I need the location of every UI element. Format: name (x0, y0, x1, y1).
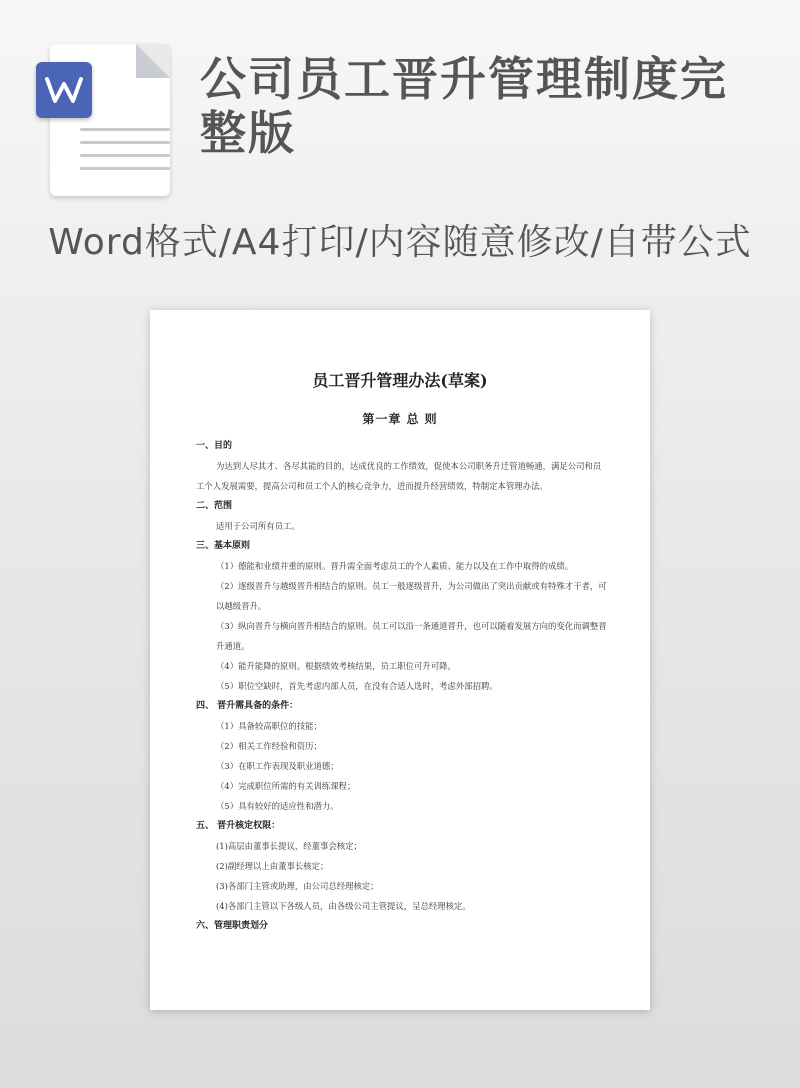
section-heading: 三、基本原则 (196, 541, 251, 551)
section-list-item: （3）在职工作表现及职业道德； (216, 761, 339, 771)
section-list-item: （5）具有较好的适应性和潜力。 (216, 801, 339, 811)
page-subtitle: Word格式/A4打印/内容随意修改/自带公式 (48, 222, 752, 263)
chapter-heading: 第一章 总 则 (362, 412, 438, 426)
section-list-item: (4)各部门主管以下各级人员，由各级公司主管提议，呈总经理核定。 (216, 901, 471, 911)
word-file-icon (36, 44, 174, 200)
w-letter-icon (44, 75, 84, 105)
document-title: 员工晋升管理办法(草案) (312, 371, 488, 390)
document-body (196, 436, 608, 936)
section-paragraph: 适用于公司所有员工。 (216, 521, 300, 531)
file-line (80, 154, 170, 157)
section-heading: 一、目的 (196, 441, 233, 451)
section-list-item: (2)副经理以上由董事长核定； (216, 861, 329, 871)
section-list-item: （4）能升能降的原则。根据绩效考核结果，员工职位可升可降。 (216, 661, 456, 671)
section-list-item: （5）职位空缺时，首先考虑内部人员，在没有合适人选时，考虑外部招聘。 (216, 681, 498, 691)
file-fold-corner (136, 44, 170, 78)
section-list-item: （4）完成职位所需的有关训练课程； (216, 781, 356, 791)
file-line (80, 141, 170, 144)
section-list-item: （1）具备较高职位的技能； (216, 721, 322, 731)
page-title: 公司员工晋升管理制度完整版 (200, 52, 728, 160)
section-list-item: （2）逐级晋升与越级晋升相结合的原则。员工一般逐级晋升，为公司做出了突出贡献或有特殊才干者，可以越级晋升。 (216, 581, 607, 611)
section-paragraph: 为达到人尽其才、各尽其能的目的，达成优良的工作绩效，促使本公司职务升迁管道畅通，满足公司和员工个人发展需要，提高公司和员工个人的核心竞争力，进而提升经营绩效，特制定本管理办法。 (196, 461, 602, 491)
section-list-item: （3）纵向晋升与横向晋升相结合的原则。员工可以沿一条通道晋升，也可以随着发展方向的变化而调整晋升通道。 (216, 621, 607, 651)
word-badge-icon (36, 62, 92, 118)
document-preview (150, 310, 650, 1010)
section-heading: 六、管理职责划分 (196, 921, 269, 931)
section-heading: 四、 晋升需具备的条件： (196, 701, 299, 711)
section-list-item: （1）德能和业绩并重的原则。晋升需全面考虑员工的个人素质、能力以及在工作中取得的成绩。 (216, 561, 574, 571)
section-list-item: （2）相关工作经验和资历； (216, 741, 322, 751)
file-line (80, 167, 170, 170)
file-line (80, 128, 170, 131)
section-heading: 二、范围 (196, 501, 233, 511)
section-list-item: (3)各部门主管或助理，由公司总经理核定； (216, 881, 379, 891)
section-heading: 五、 晋升核定权限： (196, 821, 281, 831)
section-list-item: (1)高层由董事长提议，经董事会核定； (216, 841, 362, 851)
